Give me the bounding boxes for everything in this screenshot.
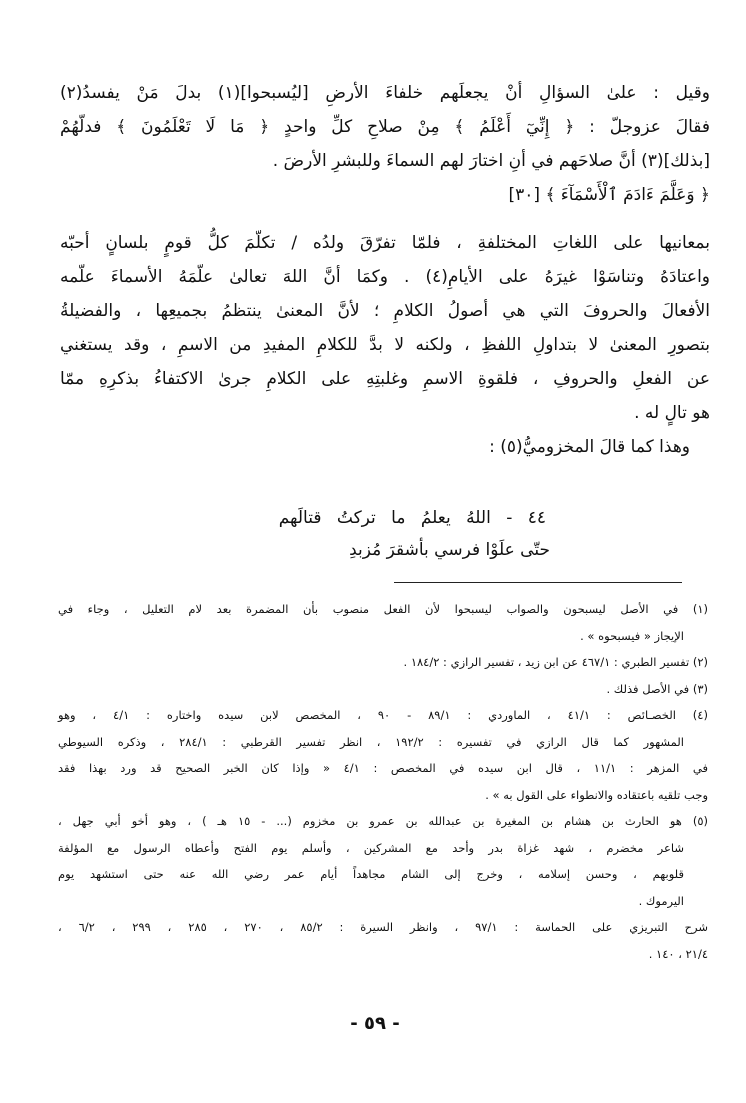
- text-line: عن الفعلِ والحروفِ ، فلقوةِ الاسمِ وغلبتِهِ على الكلامِ جرىٰ الاكتفاءُ بذكرِهِ ممّا: [60, 369, 710, 389]
- footnote-4-cont: المشهور كما قال الرازي في تفسيره : ١٩٢/٢ ، انظر تفسير القرطبي : ٢٨٤/١ ، وذكره السيوطي: [58, 734, 685, 749]
- text-line: الأفعالَ والحروفَ التي هي أصولُ الكلامِ ؛ لأنَّ المعنىٰ ينتظمُ بجميعِها ، والفضيلةُ: [60, 301, 710, 321]
- footnote-4-cont: وجب تلقيه باعتقاده والانطواء على القول به » .: [485, 787, 708, 802]
- text-line: واعتادَهُ وتناسَوْا غيرَهُ على الأيامِ(٤) . وكمَا أنَّ اللهَ تعالىٰ علّمَهُ الأسماءَ علّمه: [60, 267, 710, 287]
- footnote-5-cont: قلوبهم ، وحسن إسلامه ، وخرج إلى الشام مجاهداً أيام عمر رضي الله عنه حتى استشهد يوم: [58, 867, 684, 881]
- text-line: بتصورِ المعنىٰ لا بتداولِ اللفظِ ، ولكنه لا بدَّ للكلامِ المفيدِ من الاسمِ ، وقد يستغني: [60, 335, 710, 355]
- footnote-divider: [394, 582, 682, 583]
- text-line: هو تالٍ له .: [634, 403, 710, 423]
- poem-verse-second-half: حتّى علَوْا فرسي بأشقرَ مُزبدِ: [349, 540, 550, 560]
- text-line: فقالَ عزوجلّ : ﴿ إِنِّيٓ أَعْلَمُ ﴾ مِنْ صلاحِ كلِّ واحدٍ ﴿ مَا لَا تَعْلَمُونَ ﴾ فدلّهُمْ: [60, 117, 710, 137]
- page-number: - ٥٩ -: [350, 1013, 400, 1034]
- footnote-5: (٥) هو الحارث بن هشام بن المغيرة بن عبدالله بن عمرو بن مخزوم (... - ١٥ هـ ) ، وهو أخو أبي جهل ،: [58, 814, 708, 828]
- footnote-1: (١) في الأصل ليسبحون والصواب ليسبحوا لأن الفعل منصوب بأن المضمرة بعد لام التعليل ، وجاء في: [58, 602, 708, 616]
- footnote-3: (٣) في الأصل فذلك .: [606, 681, 708, 696]
- text-line: [بذلك](٣) أنَّ صلاحَهم في أنِ اختارَ لهم السماءَ وللبشرِ الأرضَ .: [272, 151, 710, 171]
- poem-verse-first-half: ٤٤ - اللهُ يعلمُ ما تركتُ قتالَهم: [278, 508, 546, 528]
- footnote-5-source: شرح التبريزي على الحماسة : ٩٧/١ ، وانظر السيرة : ٨٥/٢ ، ٢٧٠ ، ٢٨٥ ، ٢٩٩ ، ٦/٢ ،: [58, 920, 708, 934]
- footnote-5-cont: شاعر مخضرم ، شهد غزاة بدر وأحد مع المشركين ، وأسلم يوم الفتح وأعطاه الرسول مع المؤلفة: [58, 840, 684, 855]
- footnote-5-source-cont: ٢١/٤ ، ١٤٠ .: [648, 946, 708, 961]
- text-line: بمعانيها على اللغاتِ المختلفةِ ، فلمّا تفرّقَ ولدُه / تكلّمَ كلُّ قومٍ بلسانٍ أحبّه: [60, 233, 710, 253]
- footnote-5-cont: اليرموك .: [638, 893, 684, 908]
- text-line: وقيل : علىٰ السؤالِ أنْ يجعلَهم خلفاءَ الأرضِ [ليُسبحوا](١) بدلَ مَنْ يفسدُ(٢): [60, 83, 710, 103]
- quran-verse-line: ﴿ وَعَلَّمَ ءَادَمَ ٱلْأَسْمَآءَ ﴾ [٣٠]: [508, 185, 710, 205]
- footnote-1-cont: الإيجاز « فيسبحوه » .: [580, 628, 684, 643]
- text-line: وهذا كما قالَ المخزوميُّ(٥) :: [489, 437, 690, 457]
- footnotes: [58, 596, 708, 967]
- main-text: [60, 76, 710, 464]
- footnote-2: (٢) تفسير الطبري : ٤٦٧/١ عن ابن زيد ، تفسير الرازي : ١٨٤/٢ .: [403, 655, 708, 669]
- footnote-4: (٤) الخصـائص : ٤١/١ ، الماوردي : ٨٩/١ - ٩٠ ، المخصص لابن سيده واختاره : ٤/١ ، وهو: [58, 708, 708, 722]
- footnote-4-cont: في المزهر : ١١/١ ، قال ابن سيده في المخصص : ٤/١ « وإذا كان الخبر الصحيح قد ورد بهذا فقد: [58, 761, 709, 775]
